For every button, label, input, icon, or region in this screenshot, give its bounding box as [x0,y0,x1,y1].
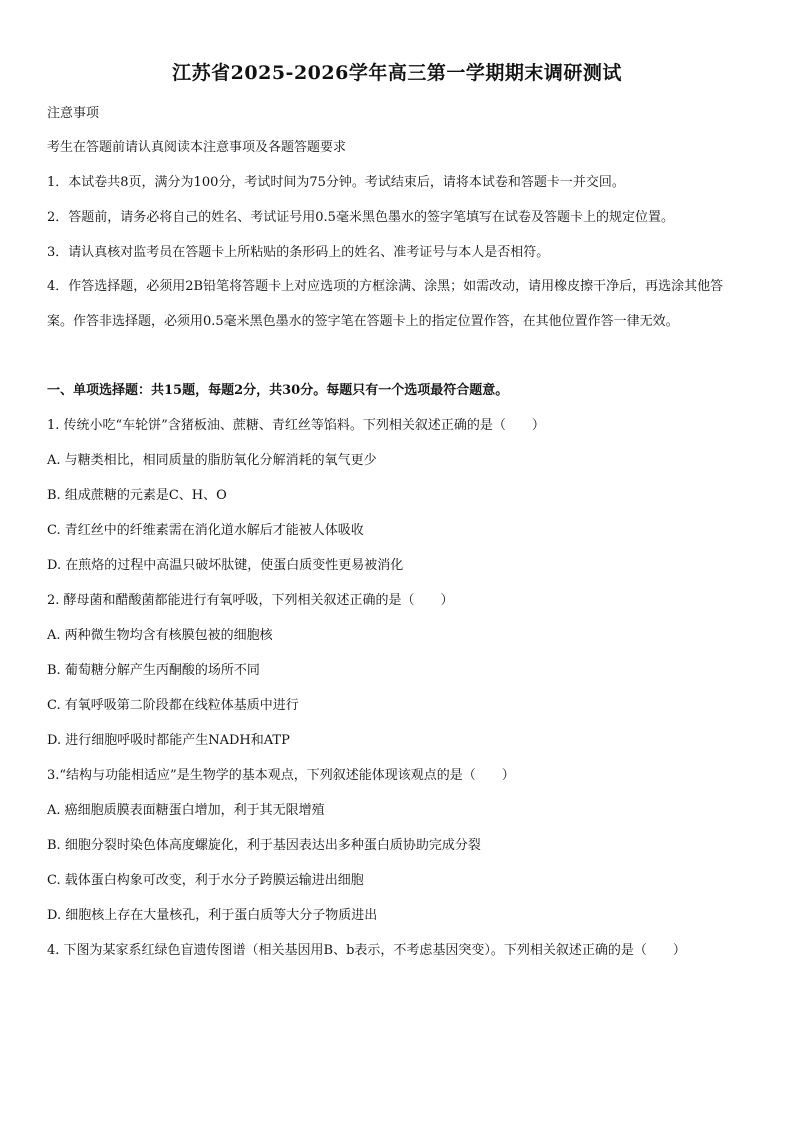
question-option: B. 葡萄糖分解产生丙酮酸的场所不同 [47,663,260,678]
question-stem: 4. 下图为某家系红绿色盲遗传图谱（相关基因用B、b表示，不考虑基因突变）。下列相关叙述正确的是（ ） [47,943,686,958]
question-option: B. 组成蔗糖的元素是C、H、O [47,488,227,503]
notice-item: 2．答题前，请务必将自己的姓名、考试证号用0.5毫米黑色墨水的签字笔填写在试卷及答题卡上的规定位置。 [47,210,674,225]
question-option: C. 青红丝中的纤维素需在消化道水解后才能被人体吸收 [47,523,364,538]
notice-item: 3．请认真核对监考员在答题卡上所粘贴的条形码上的姓名、准考证号与本人是否相符。 [47,245,550,260]
notice-item: 1．本试卷共8页，满分为100分，考试时间为75分钟。考试结束后，请将本试卷和答题卡一并交回。 [47,175,625,190]
question-option: D. 细胞核上存在大量核孔，利于蛋白质等大分子物质进出 [47,908,378,923]
question-stem: 1. 传统小吃“车轮饼”含猪板油、蔗糖、青红丝等馅料。下列相关叙述正确的是（ ） [47,418,545,433]
question-option: D. 进行细胞呼吸时都能产生NADH和ATP [47,733,290,748]
question-option: D. 在煎烙的过程中高温只破坏肽键，使蛋白质变性更易被消化 [47,558,404,573]
notice-item: 4．作答选择题，必须用2B铅笔将答题卡上对应选项的方框涂满、涂黑；如需改动，请用橡皮擦干净后，再选涂其他答案。作答非选择题，必须用0.5毫米黑色墨水的签字笔在答题卡上的指定位置作答，在其他位置作答一律无效。 [47,279,724,329]
exam-title: 江苏省2025-2026学年高三第一学期期末调研测试 [172,62,622,84]
question-option: A. 两种微生物均含有核膜包被的细胞核 [47,628,273,643]
question-option: C. 载体蛋白构象可改变，利于水分子跨膜运输进出细胞 [47,873,364,888]
question-option: A. 与糖类相比，相同质量的脂肪氧化分解消耗的氧气更少 [47,453,377,468]
question-stem: 2. 酵母菌和醋酸菌都能进行有氧呼吸，下列相关叙述正确的是（ ） [47,593,454,608]
question-option: A. 癌细胞质膜表面糖蛋白增加，利于其无限增殖 [47,803,325,818]
question-option: C. 有氧呼吸第二阶段都在线粒体基质中进行 [47,698,299,713]
section-heading: 一、单项选择题：共15题，每题2分，共30分。每题只有一个选项最符合题意。 [47,383,509,398]
question-stem: 3.“结构与功能相适应”是生物学的基本观点，下列叙述能体现该观点的是（ ） [47,768,515,783]
notice-heading: 注意事项 [47,106,100,121]
question-option: B. 细胞分裂时染色体高度螺旋化，利于基因表达出多种蛋白质协助完成分裂 [47,838,481,853]
notice-intro: 考生在答题前请认真阅读本注意事项及各题答题要求 [47,140,347,155]
